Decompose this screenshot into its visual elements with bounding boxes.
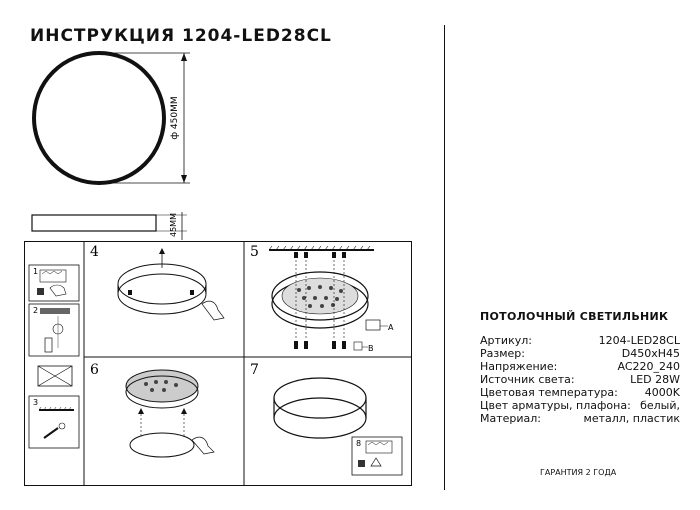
spec-label: Размер: (480, 347, 525, 360)
step-7-illustration (274, 378, 366, 438)
spec-row (480, 360, 680, 373)
spec-label: Цветовая температура: (480, 386, 618, 399)
lamp-side-view-rect (32, 215, 156, 231)
spec-row (480, 373, 680, 386)
spec-value: металл, пластик (583, 412, 680, 425)
spec-value: AC220_240 (617, 360, 680, 373)
step-5-illustration (269, 246, 394, 353)
diameter-label: ф 450MM (170, 96, 180, 140)
spec-label: Напряжение: (480, 360, 558, 373)
installation-steps-grid (24, 238, 414, 488)
spec-value: 1204-LED28CL (598, 334, 680, 347)
spec-row (480, 412, 680, 425)
lamp-top-view-circle (34, 53, 164, 183)
document-title: ИНСТРУКЦИЯ 1204-LED28CL (30, 26, 332, 46)
step-5-number: 5 (250, 244, 259, 260)
callout-b: B (368, 344, 374, 353)
spec-row (480, 399, 680, 412)
svg-text:3: 3 (33, 398, 39, 407)
sub-step-2-box (29, 304, 79, 356)
spec-value: D450xH45 (621, 347, 680, 360)
spec-label: Артикул: (480, 334, 532, 347)
spec-row (480, 334, 680, 347)
spec-label: Источник света: (480, 373, 575, 386)
sub-step-3-box (29, 396, 79, 448)
height-label: 45MM (169, 213, 178, 237)
spec-label: Цвет арматуры, плафона: (480, 399, 631, 412)
svg-text:2: 2 (33, 306, 39, 315)
spec-row (480, 347, 680, 360)
spec-row (480, 386, 680, 399)
spec-value: 4000K (644, 386, 680, 399)
step-4-illustration (118, 248, 224, 320)
step-4-number: 4 (90, 244, 99, 260)
top-view-drawing (20, 45, 200, 195)
sub-step-8-box (352, 437, 402, 475)
sub-step-1-box (29, 265, 79, 301)
callout-a: A (388, 323, 394, 332)
sub-step-2b-box (38, 366, 72, 386)
step-7-number: 7 (250, 362, 259, 378)
spec-label: Материал: (480, 412, 542, 425)
step-6-number: 6 (90, 362, 99, 378)
page-divider (444, 25, 445, 490)
spec-value: белый, (640, 399, 680, 412)
step-6-illustration (126, 370, 214, 457)
svg-text:8: 8 (356, 439, 362, 448)
product-heading: ПОТОЛОЧНЫЙ СВЕТИЛЬНИК (480, 310, 669, 323)
warranty-note: ГАРАНТИЯ 2 ГОДА (540, 468, 617, 477)
svg-text:1: 1 (33, 267, 39, 276)
spec-value: LED 28W (630, 373, 680, 386)
